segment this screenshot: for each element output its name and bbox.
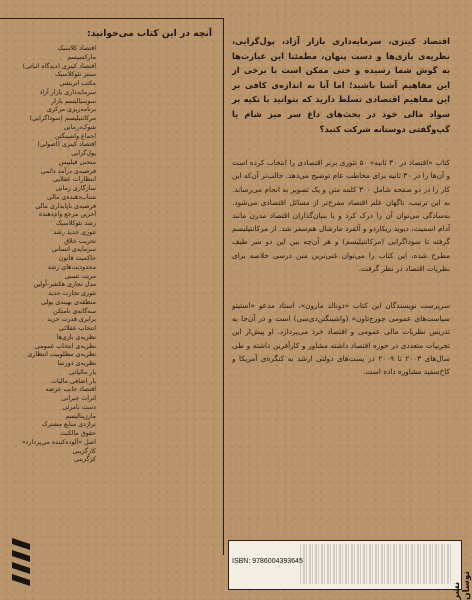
- reading-list-item: رشد نئوکلاسیک: [55, 220, 96, 227]
- reading-list-item: نظریه‌ی دورنما: [57, 360, 96, 367]
- reading-list-heading: آنچه در این کتاب می‌خوانید:: [87, 28, 212, 39]
- reading-list-item: اقتصاد کینزی (اصولی): [37, 141, 96, 149]
- about-editor-paragraph: سرپرست نویسندگان این کتاب «دونالد مارون»، استاد مدعو «استیتو سیاست‌های عمومی جورج‌تاون» (واشینگتن‌دی‌سی) است و در آن‌جا به تدریس نظریات مالی عمومی و اقتصاد خرد می‌پردازد. او پیش‌از این تجربیات متعددی در حوزه اقتصاد داشته مشاور و کارآفرین داشته و طی سال‌های ۲۰۰۳ تا ۲۰۰۹ در پست‌های دولتی ارشد به کنگره‌ی آمریکا و کاخ‌سفید مشاوره داده است.: [232, 300, 450, 376]
- reading-list-item: منطقه‌ی بهینه‌ی پولی: [41, 298, 96, 306]
- column-divider: [223, 18, 224, 555]
- barcode-area: [300, 544, 452, 584]
- reading-list-item: انتظارات عقلایی: [53, 176, 96, 184]
- reading-list-item: اثرات جبرانی: [61, 395, 96, 402]
- reading-list-item: مارژینالیسم: [65, 412, 96, 420]
- isbn-number: ISBN: 9786004393645: [232, 558, 303, 565]
- publisher-logo-icon: [8, 538, 36, 592]
- reading-list-item: نظریه‌ی بازی‌ها: [56, 333, 96, 341]
- reading-list-item: مدل تجاری هکشر-اُولین: [33, 281, 96, 289]
- description-column: [232, 34, 450, 402]
- reading-list-item: اقتصاد کینزی (دیدگاه اثباتی): [22, 62, 96, 70]
- reading-list-item: نظریه‌ی انتخاب عمومی: [34, 342, 96, 350]
- publisher-name: نشر نوسان: [452, 571, 472, 600]
- reading-list-item: شوک‌درمانی: [63, 123, 96, 131]
- reading-list-item: فرضیه‌ی ناپایداری مالی: [35, 202, 96, 210]
- reading-list-item: آخرین مرجع وام‌دهنده: [38, 211, 96, 219]
- reading-list-item: سه‌گانه‌ی نامتکن: [53, 307, 96, 315]
- reading-list-item: تئوری تجارت جدید: [48, 290, 96, 297]
- reading-list-item: حقوق مالکیت: [60, 430, 96, 437]
- reading-list-item: اقتصاد جانب عرضه: [45, 386, 96, 394]
- reading-list-item: مزیت نسبی: [64, 272, 96, 280]
- reading-list-item: منحنی فیلیپس: [58, 158, 96, 166]
- reading-list-item: برنامه‌ریزی مرکزی: [46, 106, 96, 114]
- reading-list-item: اصل «آلوده‌کننده می‌پردازد»: [21, 438, 96, 446]
- reading-list-item: سنتز نئوکلاسیک: [54, 71, 96, 79]
- reading-list-item: مارکسیسم: [67, 53, 96, 61]
- reading-list-item: مرکانتیلیسم (سوداگرایی): [29, 115, 96, 122]
- reading-list-item: تئوری جدید رشد: [53, 228, 96, 236]
- reading-list-item: سازگاری زمانی: [55, 185, 96, 192]
- reading-list-item: سرمایه‌داری بازار آزاد: [39, 88, 96, 96]
- reading-list-item: فرضیه‌ی درآمد دائمی: [40, 167, 96, 175]
- reading-list-item: سرمایه‌ی انسانی: [51, 246, 96, 254]
- reading-list-item: تراژدی منابع مشترک: [41, 421, 96, 429]
- reading-list-item: سوسیالیسم بازار: [51, 97, 96, 105]
- reading-list-item: کژگزینی: [74, 456, 96, 464]
- reading-list-column: [0, 28, 218, 465]
- reading-list-item: اقتصاد کلاسیک: [57, 45, 96, 52]
- reading-list-item: حاکمیت قانون: [58, 255, 96, 262]
- reading-list-item: پول‌گرایی: [71, 150, 96, 157]
- reading-list-item: برابری قدرت خرید: [47, 316, 96, 324]
- reading-list-item: مکتب اتریشی: [59, 80, 96, 87]
- reading-list-item: نظریه‌ی مطلوبیت انتظاری: [27, 351, 96, 359]
- reading-list-item: بار مالیاتی: [69, 368, 96, 376]
- reading-list: [0, 45, 218, 465]
- intro-paragraph: اقتصاد کینزی، سرمایه‌داری بازار آزاد، پول‌گرایی، نظریه‌ی بازی‌ها و دست پنهان، مطمئنا این عبارت‌ها به گوش شما رسیده و حتی ممکن است با برخی از این مفاهیم آشنا باشید؛ اما آیا به اندازه‌ی کافی بر این مفاهیم اقتصادی تسلط دارید که بتوانید با تکیه بر سواد مالی خود در بحث‌های داغ سر میز شام یا گپ‌وگفتی دوستانه شرکت کنید؟: [232, 36, 450, 134]
- reading-list-item: انتخاب عقلائی: [58, 325, 96, 332]
- reading-list-item: کارگزینی: [72, 447, 96, 455]
- reading-list-item: محدودیت‌های رشد: [47, 263, 96, 271]
- reading-list-item: شتاب‌دهنده‌ی مالی: [46, 193, 96, 201]
- reading-list-item: اجماع واشینگتن: [55, 132, 96, 140]
- reading-list-item: تخریب خلاق: [64, 237, 96, 245]
- reading-list-item: بار اضافی مالیات: [51, 377, 96, 385]
- top-rule-left: [0, 18, 223, 19]
- reading-list-item: دست نامرئی: [62, 403, 96, 411]
- about-book-paragraph: کتاب «اقتصاد در ۳۰ ثانیه» ۵۰ تئوری برتر اقتصادی را انتخاب کرده است و آن‌ها را در ۳۰ ثانیه برای مخاطب عام توضیح می‌دهد. جالب‌تر آن‌که این کار را در دو صفحه شامل ۳۰۰ کلمه متن و یک تصویر به انجام می‌رساند. به این ترتیب، ناگهان علم اقتصاد مفرح‌تر از مسائل اقتصادی می‌شود. به‌سادگی می‌توان آن را درک کرد و با بنیان‌گذاران اقتصاد مدرن مانند آدام اسمیت، دیوید ریکاردو و آلفرد مارشال هم‌سفر شد. از مرکانتیلیسم گرفته تا سوداگرایی (مرکانتیلیسم) و هر آن‌چه بین این دو سر طیف مطرح شده، این کتاب را می‌توان غنی‌ترین متن درسی خلاصه برای نظریات اقتصاد در نظر گرفت.: [232, 158, 450, 273]
